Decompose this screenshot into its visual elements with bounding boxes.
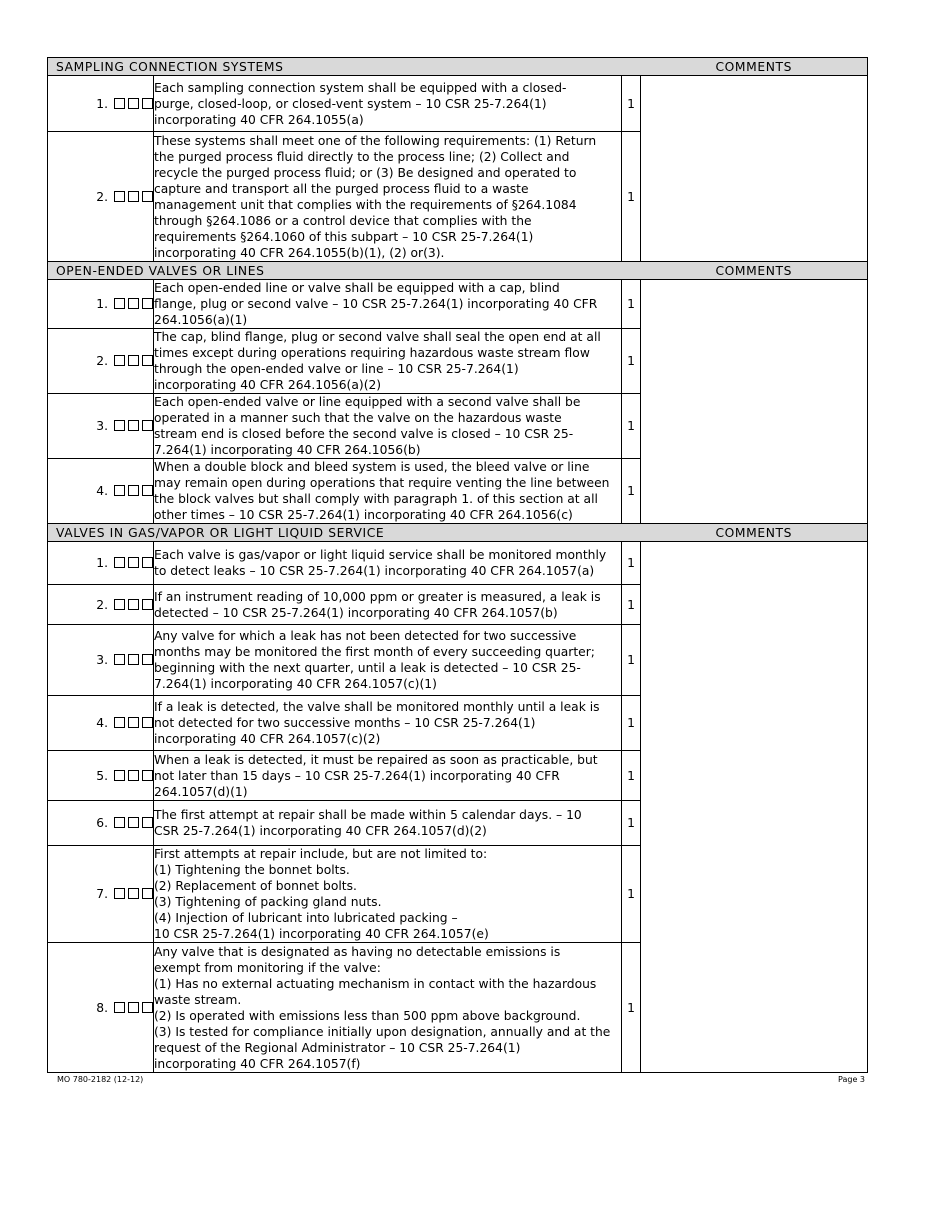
checkbox-no[interactable] [128, 770, 139, 781]
requirement-text [154, 943, 622, 1073]
requirement-line: the block valves but shall comply with paragraph 1. of this section at all [154, 492, 598, 506]
requirement-line: through §264.1086 or a control device that complies with the [154, 213, 532, 228]
item-number-cell [48, 459, 154, 524]
requirement-text [154, 542, 622, 585]
item-score: 1 [622, 625, 641, 696]
requirement-line: waste stream. [154, 992, 242, 1007]
checkbox-na[interactable] [142, 355, 153, 366]
requirement-line: 7.264(1) incorporating 40 CFR 264.1056(b) [154, 443, 421, 457]
comments-header: COMMENTS [641, 58, 868, 76]
item-number-cell [48, 132, 154, 262]
comments-field[interactable] [641, 280, 868, 524]
comments-field[interactable] [641, 76, 868, 262]
section-header [48, 262, 868, 280]
checkbox-na[interactable] [142, 485, 153, 496]
checkbox-yes[interactable] [114, 654, 125, 665]
requirement-line: exempt from monitoring if the valve: [154, 960, 381, 975]
item-score: 1 [622, 943, 641, 1073]
checkbox-yes[interactable] [114, 191, 125, 202]
checklist-item-row [48, 542, 868, 585]
section-header [48, 58, 868, 76]
requirement-line: to detect leaks – 10 CSR 25-7.264(1) incorporating 40 CFR 264.1057(a) [154, 564, 595, 578]
item-number: 2. [96, 354, 108, 368]
requirement-line: 10 CSR 25-7.264(1) incorporating 40 CFR 264.1057(e) [154, 927, 489, 941]
requirement-line: detected – 10 CSR 25-7.264(1) incorporating 40 CFR 264.1057(b) [154, 605, 558, 620]
requirement-line: Any valve that is designated as having no detectable emissions is [154, 944, 561, 959]
item-number: 6. [96, 816, 108, 830]
requirement-line: requirements §264.1060 of this subpart – 10 CSR 25-7.264(1) [154, 229, 534, 244]
checkbox-no[interactable] [128, 888, 139, 899]
requirement-line: purge, closed-loop, or closed-vent system – 10 CSR 25-7.264(1) [154, 96, 547, 111]
item-number: 3. [96, 419, 108, 433]
checkbox-no[interactable] [128, 420, 139, 431]
requirement-line: If an instrument reading of 10,000 ppm or greater is measured, a leak is [154, 589, 601, 604]
requirement-line: months may be monitored the first month of every succeeding quarter; [154, 645, 595, 659]
form-number: MO 780-2182 (12-12) [57, 1075, 144, 1084]
requirement-line: capture and transport all the purged process fluid to a waste [154, 181, 529, 196]
checkbox-na[interactable] [142, 191, 153, 202]
checkbox-yes[interactable] [114, 717, 125, 728]
checkbox-no[interactable] [128, 191, 139, 202]
item-score: 1 [622, 329, 641, 394]
item-score: 1 [622, 542, 641, 585]
section-header-gap [622, 262, 641, 280]
section-header [48, 524, 868, 542]
requirement-line: recycle the purged process fluid; or (3) Be designed and operated to [154, 165, 577, 180]
item-number-cell [48, 76, 154, 132]
requirement-line: These systems shall meet one of the following requirements: (1) Return [154, 133, 597, 148]
item-number: 1. [96, 96, 108, 111]
requirement-line: management unit that complies with the requirements of §264.1084 [154, 197, 577, 212]
item-score: 1 [622, 394, 641, 459]
requirement-line: (3) Tightening of packing gland nuts. [154, 895, 382, 909]
section-title: OPEN-ENDED VALVES OR LINES [48, 262, 622, 280]
item-score: 1 [622, 585, 641, 625]
requirement-line: flange, plug or second valve – 10 CSR 25-7.264(1) incorporating 40 CFR [154, 297, 598, 311]
requirement-line: When a leak is detected, it must be repaired as soon as practicable, but [154, 752, 598, 767]
requirement-line: Each open-ended valve or line equipped with a second valve shall be [154, 395, 581, 409]
requirement-line: (3) Is tested for compliance initially upon designation, annually and at the [154, 1024, 611, 1039]
requirement-text [154, 459, 622, 524]
page-number: Page 3 [838, 1075, 865, 1084]
checkbox-no[interactable] [128, 485, 139, 496]
item-number: 8. [96, 1000, 108, 1015]
requirement-line: (2) Replacement of bonnet bolts. [154, 879, 357, 893]
requirement-line: Any valve for which a leak has not been detected for two successive [154, 629, 577, 643]
checkbox-yes[interactable] [114, 98, 125, 109]
checkbox-na[interactable] [142, 1002, 153, 1013]
checkbox-no[interactable] [128, 1002, 139, 1013]
item-number: 5. [96, 768, 108, 783]
item-number-cell [48, 329, 154, 394]
item-score: 1 [622, 459, 641, 524]
item-score: 1 [622, 132, 641, 262]
requirement-text [154, 625, 622, 696]
requirement-text [154, 329, 622, 394]
section-title: SAMPLING CONNECTION SYSTEMS [48, 58, 622, 76]
comments-header: COMMENTS [641, 262, 868, 280]
item-number-cell [48, 280, 154, 329]
requirement-line: stream end is closed before the second valve is closed – 10 CSR 25- [154, 427, 574, 441]
item-number: 2. [96, 189, 108, 204]
requirement-text [154, 751, 622, 801]
requirement-text [154, 585, 622, 625]
requirement-line: 7.264(1) incorporating 40 CFR 264.1057(c)(1) [154, 677, 437, 691]
item-number-cell [48, 801, 154, 846]
requirement-line: not later than 15 days – 10 CSR 25-7.264(1) incorporating 40 CFR [154, 768, 560, 783]
checkbox-yes[interactable] [114, 770, 125, 781]
requirement-line: may remain open during operations that require venting the line between [154, 476, 610, 490]
checkbox-na[interactable] [142, 420, 153, 431]
item-number: 4. [96, 716, 108, 730]
checkbox-yes[interactable] [114, 420, 125, 431]
requirement-text [154, 801, 622, 846]
checkbox-na[interactable] [142, 557, 153, 568]
section-header-gap [622, 524, 641, 542]
requirement-line: the purged process fluid directly to the process line; (2) Collect and [154, 149, 570, 164]
requirement-line: incorporating 40 CFR 264.1057(c)(2) [154, 732, 381, 746]
requirement-line: When a double block and bleed system is used, the bleed valve or line [154, 460, 590, 474]
section-header-gap [622, 58, 641, 76]
item-score: 1 [622, 280, 641, 329]
checkbox-yes[interactable] [114, 1002, 125, 1013]
checklist-item-row [48, 280, 868, 329]
requirement-line: 264.1056(a)(1) [154, 313, 248, 327]
item-number: 1. [96, 297, 108, 311]
checkbox-no[interactable] [128, 717, 139, 728]
item-number-cell [48, 394, 154, 459]
checkbox-no[interactable] [128, 599, 139, 610]
requirement-text [154, 76, 622, 132]
item-number: 4. [96, 484, 108, 498]
item-score: 1 [622, 696, 641, 751]
checkbox-no[interactable] [128, 557, 139, 568]
checkbox-yes[interactable] [114, 817, 125, 828]
checkbox-na[interactable] [142, 98, 153, 109]
comments-header: COMMENTS [641, 524, 868, 542]
requirement-line: beginning with the next quarter, until a leak is detected – 10 CSR 25- [154, 661, 581, 675]
item-number: 7. [96, 887, 108, 901]
requirement-line: incorporating 40 CFR 264.1057(f) [154, 1056, 361, 1071]
checklist-item-row [48, 76, 868, 132]
item-score: 1 [622, 76, 641, 132]
checkbox-na[interactable] [142, 817, 153, 828]
requirement-line: The cap, blind flange, plug or second valve shall seal the open end at all [154, 330, 601, 344]
item-number: 3. [96, 653, 108, 667]
checkbox-na[interactable] [142, 654, 153, 665]
requirement-text [154, 846, 622, 943]
checkbox-no[interactable] [128, 355, 139, 366]
item-number-cell [48, 625, 154, 696]
requirement-line: (1) Has no external actuating mechanism in contact with the hazardous [154, 976, 597, 991]
item-number: 2. [96, 597, 108, 612]
item-number-cell [48, 751, 154, 801]
requirement-text [154, 132, 622, 262]
requirement-line: other times – 10 CSR 25-7.264(1) incorporating 40 CFR 264.1056(c) [154, 508, 573, 522]
checkbox-na[interactable] [142, 298, 153, 309]
requirement-line: through the open-ended valve or line – 10 CSR 25-7.264(1) [154, 362, 519, 376]
requirement-line: First attempts at repair include, but are not limited to: [154, 847, 488, 861]
checkbox-yes[interactable] [114, 298, 125, 309]
item-number-cell [48, 846, 154, 943]
requirement-line: CSR 25-7.264(1) incorporating 40 CFR 264.1057(d)(2) [154, 824, 487, 838]
section-title: VALVES IN GAS/VAPOR OR LIGHT LIQUID SERVICE [48, 524, 622, 542]
checkbox-no[interactable] [128, 98, 139, 109]
checkbox-no[interactable] [128, 298, 139, 309]
requirement-line: The first attempt at repair shall be made within 5 calendar days. – 10 [154, 808, 582, 822]
checkbox-yes[interactable] [114, 485, 125, 496]
item-score: 1 [622, 846, 641, 943]
requirement-text [154, 280, 622, 329]
checkbox-yes[interactable] [114, 557, 125, 568]
requirement-line: (1) Tightening the bonnet bolts. [154, 863, 350, 877]
requirement-line: times except during operations requiring hazardous waste stream flow [154, 346, 590, 360]
comments-field[interactable] [641, 542, 868, 1073]
requirement-line: Each sampling connection system shall be equipped with a closed- [154, 80, 567, 95]
requirement-line: operated in a manner such that the valve on the hazardous waste [154, 411, 562, 425]
checkbox-na[interactable] [142, 888, 153, 899]
requirement-line: incorporating 40 CFR 264.1055(a) [154, 112, 364, 127]
checkbox-na[interactable] [142, 599, 153, 610]
item-score: 1 [622, 751, 641, 801]
item-number: 1. [96, 556, 108, 570]
requirement-line: (2) Is operated with emissions less than 500 ppm above background. [154, 1008, 581, 1023]
requirement-line: (4) Injection of lubricant into lubricated packing – [154, 911, 458, 925]
item-score: 1 [622, 801, 641, 846]
item-number-cell [48, 542, 154, 585]
item-number-cell [48, 585, 154, 625]
checkbox-yes[interactable] [114, 888, 125, 899]
requirement-line: Each valve is gas/vapor or light liquid service shall be monitored monthly [154, 548, 607, 562]
checkbox-yes[interactable] [114, 355, 125, 366]
checkbox-na[interactable] [142, 770, 153, 781]
requirement-line: Each open-ended line or valve shall be equipped with a cap, blind [154, 281, 560, 295]
requirement-text [154, 696, 622, 751]
requirement-line: If a leak is detected, the valve shall be monitored monthly until a leak is [154, 700, 600, 714]
requirement-line: not detected for two successive months – 10 CSR 25-7.264(1) [154, 716, 536, 730]
requirement-text [154, 394, 622, 459]
requirement-line: incorporating 40 CFR 264.1055(b)(1), (2) or(3). [154, 245, 445, 260]
checkbox-na[interactable] [142, 717, 153, 728]
checkbox-no[interactable] [128, 817, 139, 828]
item-number-cell [48, 943, 154, 1073]
checkbox-yes[interactable] [114, 599, 125, 610]
requirement-line: 264.1057(d)(1) [154, 784, 248, 799]
checklist-table [47, 57, 868, 1073]
checkbox-no[interactable] [128, 654, 139, 665]
item-number-cell [48, 696, 154, 751]
requirement-line: incorporating 40 CFR 264.1056(a)(2) [154, 378, 382, 392]
requirement-line: request of the Regional Administrator – 10 CSR 25-7.264(1) [154, 1040, 521, 1055]
